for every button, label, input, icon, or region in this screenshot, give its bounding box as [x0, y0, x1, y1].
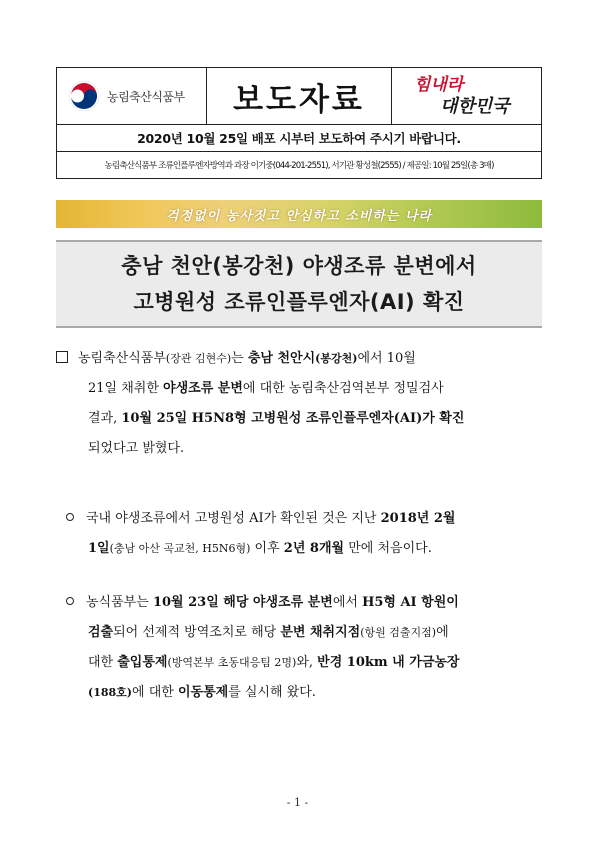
- text-run: (장관 김현수): [165, 352, 232, 365]
- emphasis-text: 이동통제: [177, 685, 229, 700]
- slogan-line1: 힘내라: [413, 75, 463, 95]
- paragraph-1-line-3: [88, 404, 464, 434]
- text-run: 대한: [88, 655, 118, 670]
- emphasis-text: 검출: [88, 625, 114, 640]
- square-bullet-icon: [56, 351, 68, 363]
- bullet-1-line-1: [66, 504, 456, 534]
- page-number: - 1 -: [286, 796, 309, 809]
- text-run: 국내 야생조류에서 고병원성 AI가 확인된 것은 지난: [86, 511, 381, 526]
- text-run: 에 대한 농림축산검역본부 정밀검사: [242, 381, 444, 396]
- text-run: 를 실시해 왔다.: [228, 685, 316, 700]
- contact-info: 농림축산식품부 조류인플루엔자방역과 과장 이기중(044-201-2551), 서기관 황성철(2555) / 제공일: 10월 25일(총 3매): [57, 152, 542, 179]
- emphasis-text: 출입통제: [117, 655, 168, 670]
- emphasis-text: 10월 25일 H5N8형 고병원성 조류인플루엔자(AI)가 확진: [121, 411, 465, 426]
- paragraph-1-line-2: [88, 374, 444, 404]
- emphasis-text: H5형 AI 항원이: [362, 595, 459, 610]
- emphasis-text: 2년 8개월: [283, 541, 345, 556]
- paragraph-1-line-1: [56, 344, 416, 374]
- slogan-calligraphy-logo: [402, 70, 532, 118]
- press-header-table: [56, 67, 542, 179]
- slogan-cell: [392, 68, 542, 125]
- taegeuk-emblem-icon: [67, 79, 101, 113]
- text-run: 농식품부는: [86, 595, 153, 610]
- text-run: 만에 처음이다.: [344, 541, 432, 556]
- text-run: 에: [436, 625, 449, 640]
- embargo-notice: 2020년 10월 25일 배포 시부터 보도하여 주시기 바랍니다.: [57, 125, 542, 152]
- text-run: 농림축산식품부: [78, 351, 166, 366]
- text-run: 이후: [250, 541, 284, 556]
- bullet-2-line-1: [66, 588, 459, 618]
- emphasis-text: 반경 10km 내 가금농장: [317, 655, 460, 670]
- text-run: 에 대한: [132, 685, 178, 700]
- text-run: (항원 검출지점): [360, 626, 437, 639]
- press-title-cell: [207, 68, 392, 125]
- text-run: 되었다고 밝혔다.: [88, 441, 185, 456]
- paragraph-1-line-4: [88, 434, 184, 464]
- press-release-title: 보도자료: [233, 81, 365, 118]
- text-run: 21일 채취한: [88, 381, 164, 396]
- text-run: (방역본부 초동대응팀 2명): [167, 656, 297, 669]
- headline-line-2: 고병원성 조류인플루엔자(AI) 확진: [133, 290, 465, 314]
- slogan-banner: [56, 200, 542, 228]
- bullet-2-line-2: [88, 618, 449, 648]
- bullet-1-line-2: [88, 534, 432, 564]
- banner-slogan-text: 걱정없이 농사짓고 안심하고 소비하는 나라: [165, 208, 433, 224]
- text-run: (충남 아산 곡교천, H5N6형): [109, 542, 251, 555]
- text-run: 되어 선제적 방역조치로 해당: [113, 625, 281, 640]
- text-run: 는: [231, 351, 248, 366]
- emphasis-text: 2018년 2월: [380, 511, 456, 526]
- text-run: 결과,: [88, 411, 122, 426]
- headline-box: [56, 240, 542, 328]
- ministry-name: 농림축산식품부: [107, 89, 185, 104]
- emphasis-text: (188호): [88, 686, 132, 699]
- emphasis-text: 야생조류 분변: [163, 381, 243, 396]
- ministry-logo-cell: [57, 68, 207, 125]
- emphasis-text: 충남 천안시: [247, 351, 316, 366]
- headline-line-1: 충남 천안(봉강천) 야생조류 분변에서: [121, 254, 477, 278]
- circle-bullet-icon: [66, 597, 74, 605]
- text-run: 에서: [332, 595, 363, 610]
- bullet-2-line-3: [88, 648, 460, 678]
- emphasis-text: 10월 23일 해당 야생조류 분변: [152, 595, 333, 610]
- emphasis-text: 분변 채취지점: [280, 625, 361, 640]
- emphasis-text: 1일: [88, 541, 110, 556]
- slogan-line2: 대한민국: [439, 96, 510, 117]
- circle-bullet-icon: [66, 513, 74, 521]
- text-run: 에서 10월: [357, 351, 416, 366]
- emphasis-text: (봉강천): [315, 352, 358, 365]
- bullet-2-line-4: [88, 678, 316, 708]
- text-run: 와,: [296, 655, 318, 670]
